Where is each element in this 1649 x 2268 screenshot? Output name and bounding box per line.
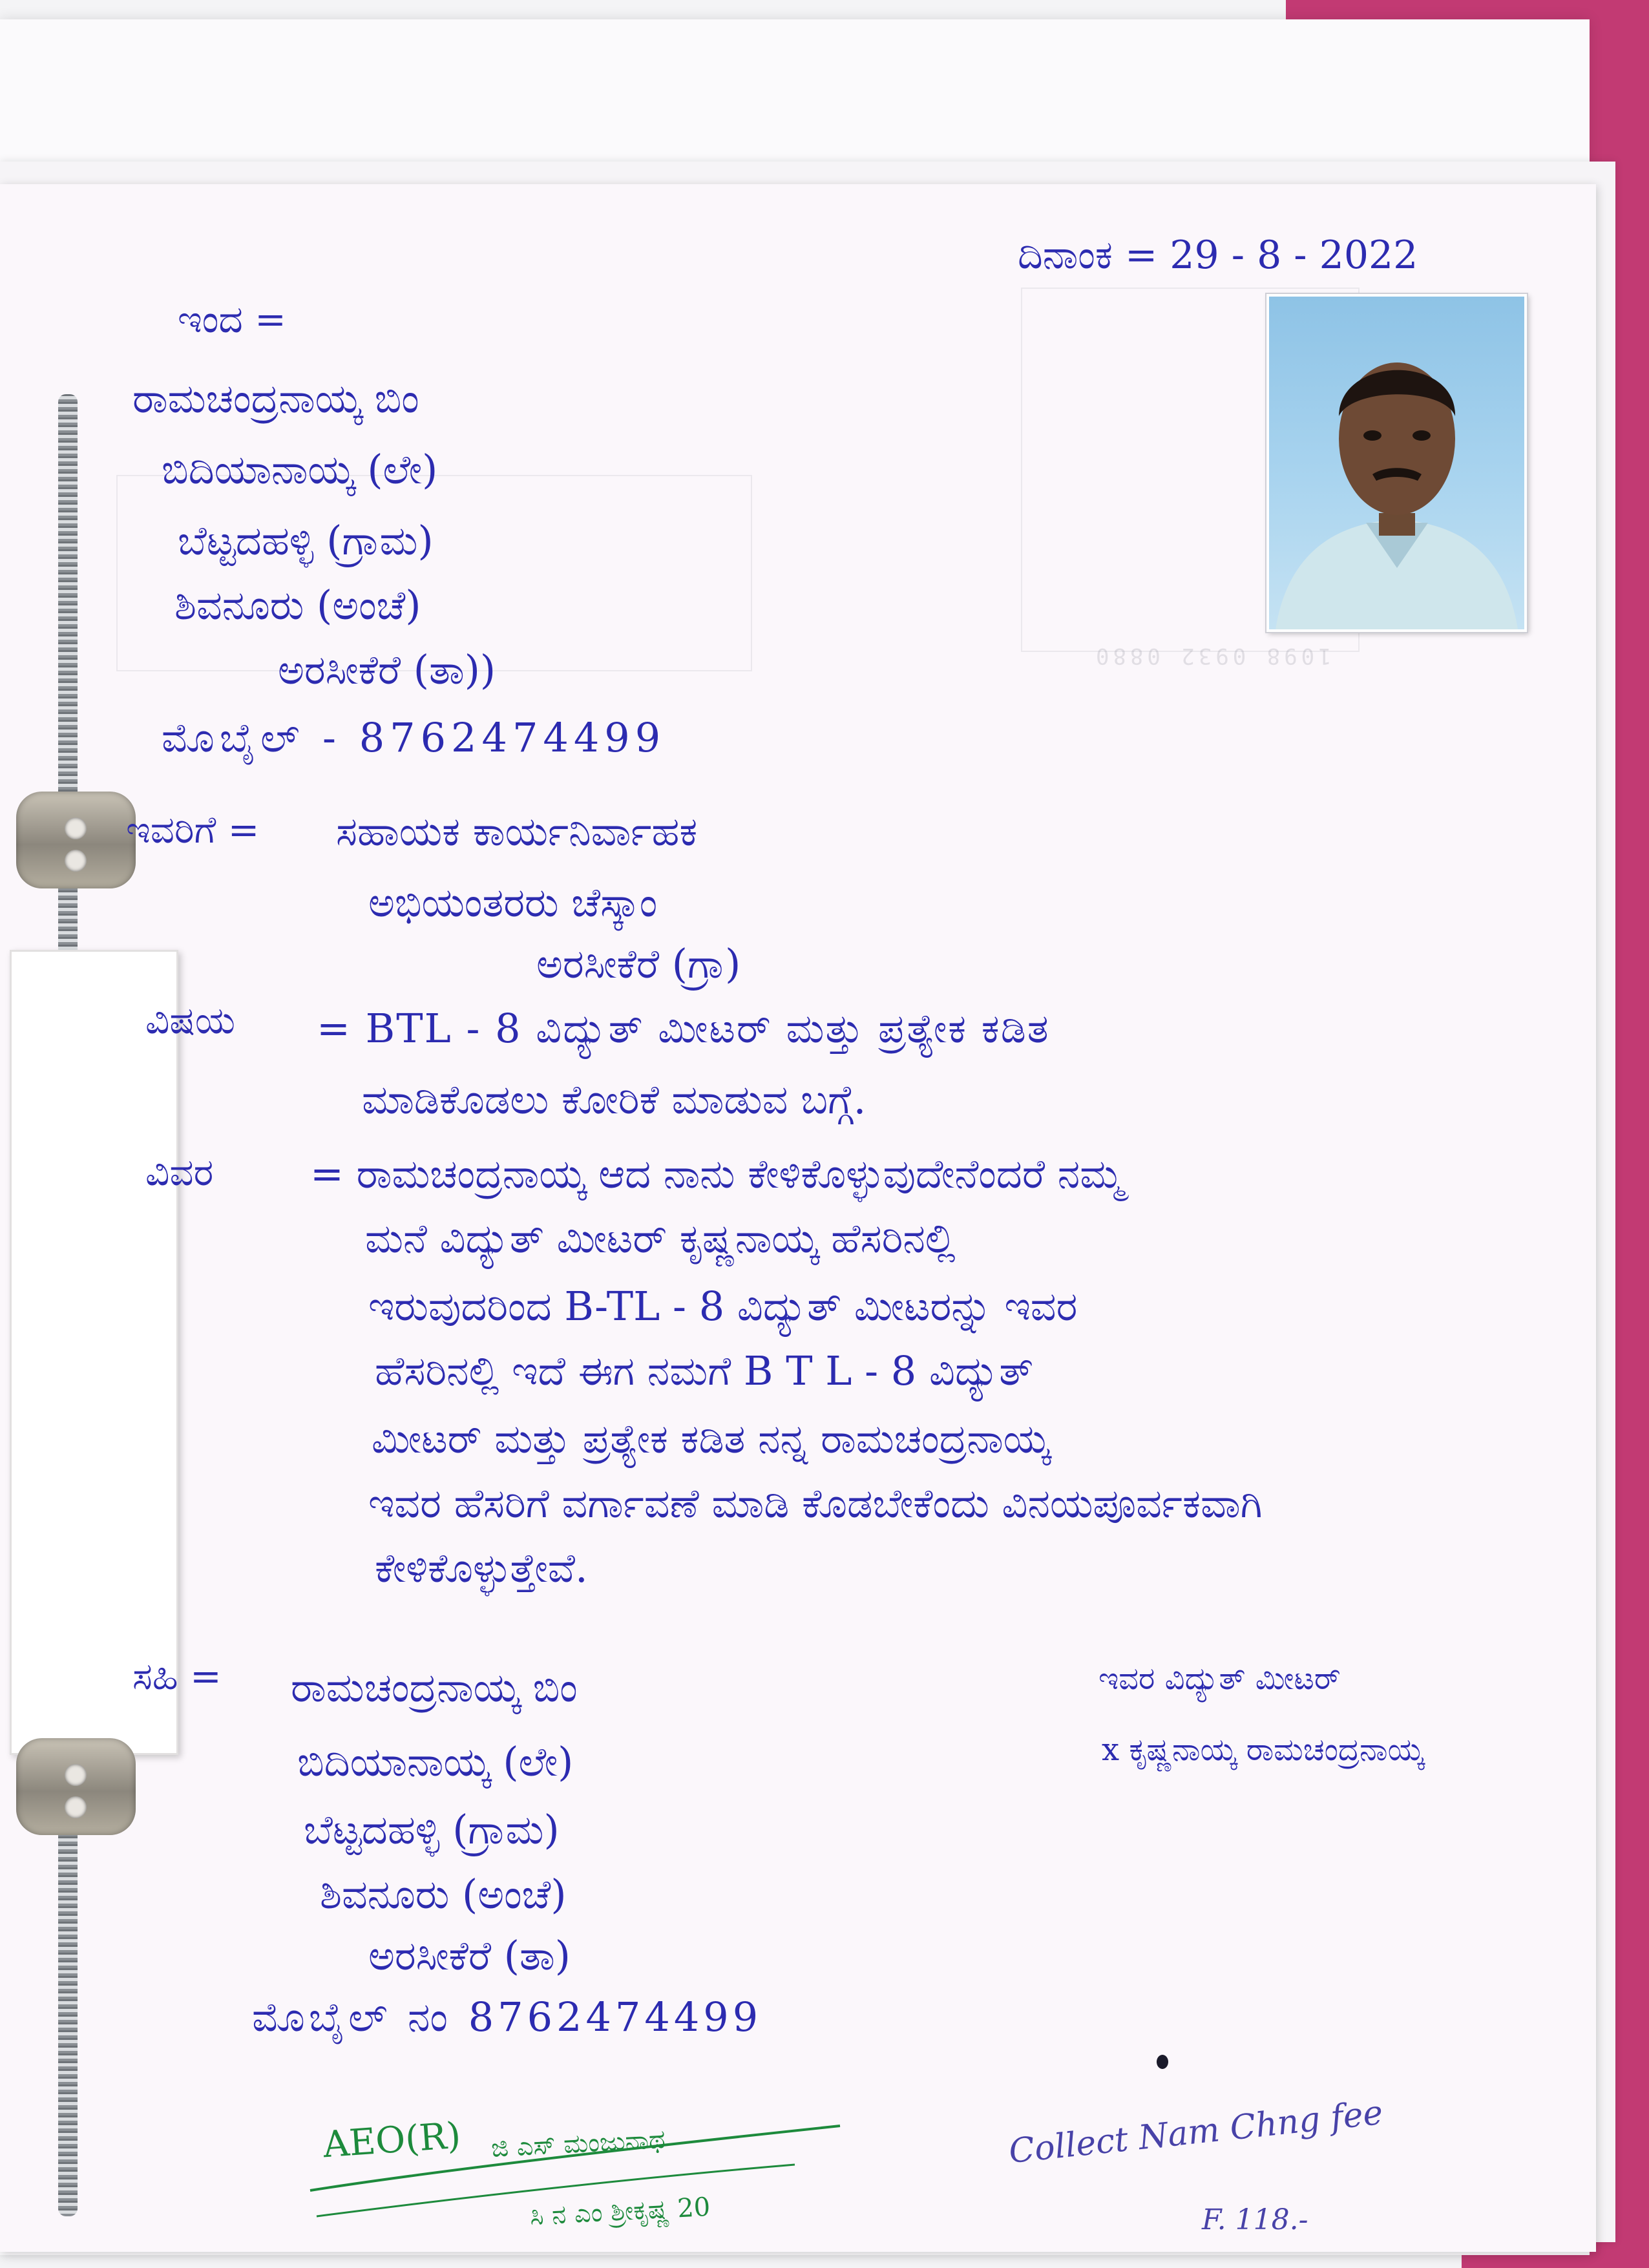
from-line-1: ರಾಮಚಂದ್ರನಾಯ್ಕ ಬಿಂ [132, 375, 419, 422]
body-heading: ವಿವರ [145, 1150, 214, 1194]
from-line-3: ಬೆಟ್ಟದಹಳ್ಳಿ (ಗ್ರಾಮ) [178, 517, 434, 564]
body-line-4: ಹೆಸರಿನಲ್ಲಿ ಇದೆ ಈಗ ನಮಗೆ B T L - 8 ವಿದ್ಯುತ್ [375, 1347, 1034, 1394]
binder-clip-top [16, 792, 136, 888]
signature-line-5: ಅರಸೀಕೆರೆ (ತಾ) [368, 1932, 571, 1979]
consent-line-1: ಇವರ ವಿದ್ಯುತ್ ಮೀಟರ್ [1098, 1661, 1341, 1697]
body-line-3: ಇರುವುದರಿಂದ B-TL - 8 ವಿದ್ಯುತ್ ಮೀಟರನ್ನು ಇವರ [368, 1283, 1078, 1330]
from-line-4: ಶಿವನೂರು (ಅಂಚೆ) [174, 582, 421, 629]
subject-heading: ವಿಷಯ [145, 998, 235, 1042]
to-line-1: ಸಹಾಯಕ ಕಾರ್ಯನಿರ್ವಾಹಕ [336, 808, 698, 855]
body-line-1: = ರಾಮಚಂದ್ರನಾಯ್ಕ ಆದ ನಾನು ಕೇಳಿಕೊಳ್ಳುವುದೇನೆಂದರೆ ನಮ್ಮ [310, 1150, 1124, 1197]
office-note: Collect Nam Chng fee [1007, 2093, 1385, 2172]
subject-line-1: = BTL - 8 ವಿದ್ಯುತ್ ಮೀಟರ್ ಮತ್ತು ಪ್ರತ್ಯೇಕ ಕಡಿತ [317, 1005, 1050, 1052]
to-line-2: ಅಭಿಯಂತರರು ಚೆಸ್ಕಾಂ [368, 879, 658, 926]
ink-dot [1157, 2055, 1168, 2069]
signature-mobile: ಮೊಬೈಲ್ ನಂ 8762474499 [252, 1993, 762, 2041]
green-signature-strokes [304, 2113, 853, 2223]
office-endorsement-sign: ಸಿ ನ ಎಂ ಶ್ರೀಕೃಷ್ಣ 20 [529, 2192, 711, 2232]
to-heading: ಇವರಿಗೆ = [126, 808, 260, 852]
office-endorsement-name: ಜಿ ಎಸ್ ಮಂಜುನಾಥ [490, 2124, 666, 2164]
ghost-form-box-2 [116, 475, 752, 671]
body-line-7: ಕೇಳಿಕೊಳ್ಳುತ್ತೇವೆ. [375, 1544, 588, 1591]
signature-line-2: ಬಿದಿಯಾನಾಯ್ಕ (ಲೇ) [297, 1738, 574, 1785]
signature-line-4: ಶಿವನೂರು (ಅಂಚೆ) [320, 1871, 567, 1918]
letter-date: ದಿನಾಂಕ = 29 - 8 - 2022 [1018, 233, 1418, 278]
applicant-photo [1266, 294, 1527, 632]
from-heading: ಇಂದ = [178, 297, 286, 341]
body-line-5: ಮೀಟರ್ ಮತ್ತು ಪ್ರತ್ಯೇಕ ಕಡಿತ ನನ್ನ ರಾಮಚಂದ್ರನಾಯ್ಕ [372, 1415, 1050, 1462]
signature-heading: ಸಹಿ = [132, 1654, 222, 1698]
from-line-2: ಬಿದಿಯಾನಾಯ್ಕ (ಲೇ) [162, 446, 438, 493]
consent-line-2: x ಕೃಷ್ಣನಾಯ್ಕ ರಾಮಚಂದ್ರನಾಯ್ಕ [1102, 1732, 1424, 1768]
file-label-card [10, 950, 178, 1755]
body-line-6: ಇವರ ಹೆಸರಿಗೆ ವರ್ಗಾವಣೆ ಮಾಡಿ ಕೊಡಬೇಕೆಂದು ವಿನಯಪೂರ್ವಕವಾಗಿ [368, 1480, 1263, 1527]
signature-line-1: ರಾಮಚಂದ್ರನಾಯ್ಕ ಬಿಂ [291, 1664, 578, 1711]
office-fee: F. 118.- [1202, 2203, 1308, 2236]
from-mobile: ಮೊಬೈಲ್ - 8762474499 [162, 714, 666, 761]
office-endorsement-code: AEO(R) [321, 2114, 463, 2167]
signature-line-3: ಬೆಟ್ಟದಹಳ್ಳಿ (ಗ್ರಾಮ) [304, 1806, 560, 1853]
ghost-number: 1098 0932 0880 [1092, 643, 1332, 669]
to-line-3: ಅರಸೀಕೆರೆ (ಗ್ರಾ) [536, 940, 741, 987]
subject-line-2: ಮಾಡಿಕೊಡಲು ಕೋರಿಕೆ ಮಾಡುವ ಬಗ್ಗೆ. [362, 1076, 867, 1123]
from-line-5: ಅರಸೀಕೆರೆ (ತಾ)) [278, 646, 496, 693]
body-line-2: ಮನೆ ವಿದ್ಯುತ್ ಮೀಟರ್ ಕೃಷ್ಣನಾಯ್ಕ ಹೆಸರಿನಲ್ಲಿ [365, 1215, 956, 1262]
binder-clip-bottom [16, 1738, 136, 1835]
